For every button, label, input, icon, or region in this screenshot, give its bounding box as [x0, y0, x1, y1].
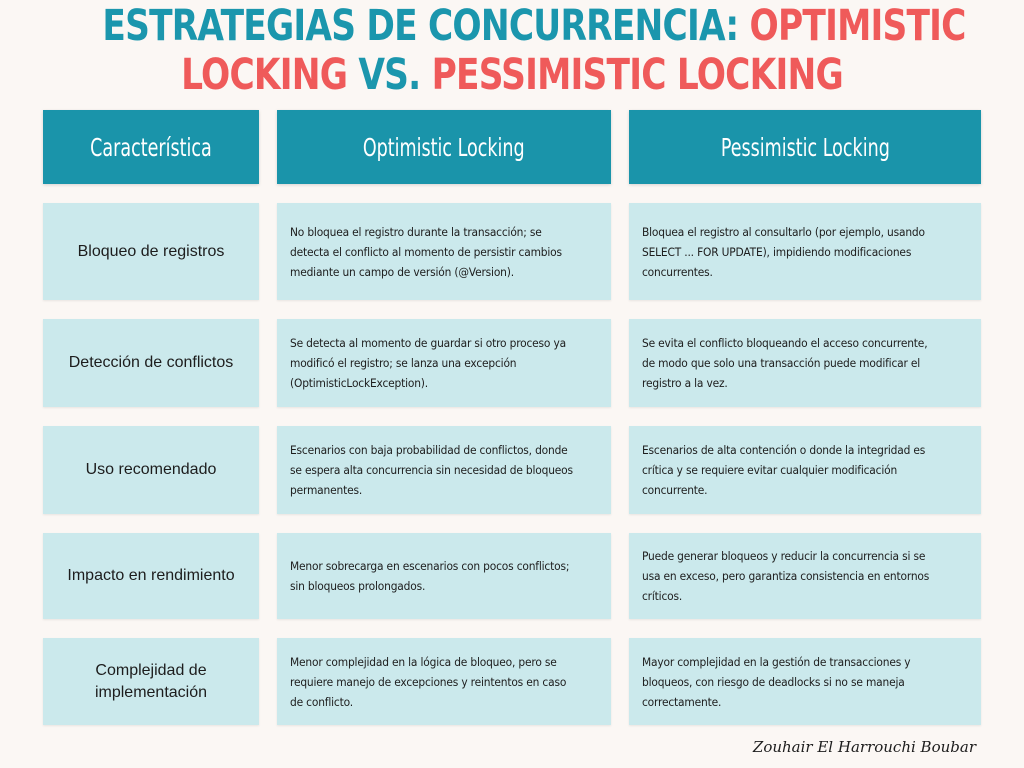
pessimistic-cell: [629, 638, 981, 725]
pessimistic-text: Bloquea el registro al consultarlo (por ejemplo, usando SELECT ... FOR UPDATE), impidiendo modificaciones concurrentes.: [642, 224, 925, 279]
author-signature: Zouhair El Harrouchi Boubar: [752, 738, 976, 756]
pessimistic-cell: [629, 319, 981, 407]
optimistic-text: Menor complejidad en la lógica de bloqueo, pero se requiere manejo de excepciones y reintentos en caso de conflicto.: [290, 654, 567, 709]
feature-cell: [43, 319, 259, 407]
optimistic-cell: [277, 638, 611, 725]
header-optimistic-label: Optimistic Locking: [363, 132, 525, 162]
pessimistic-text: Mayor complejidad en la gestión de transacciones y bloqueos, con riesgo de deadlocks si no se maneja correctamente.: [642, 654, 911, 709]
optimistic-text: Escenarios con baja probabilidad de conflictos, donde se espera alta concurrencia sin necesidad de bloqueos permanentes.: [290, 443, 573, 497]
page-title: [102, 1, 966, 100]
feature-label: Detección de conflictos: [68, 354, 234, 371]
feature-label: Uso recomendado: [85, 461, 217, 478]
title-part-vs: VS.: [347, 50, 432, 100]
header-feature-label: Característica: [90, 132, 212, 162]
title-part-locking: LOCKING: [181, 50, 348, 100]
feature-label: Bloqueo de registros: [77, 242, 225, 260]
title-part-optimistic: OPTIMISTIC: [749, 1, 966, 51]
pessimistic-text: Se evita el conflicto bloqueando el acceso concurrente, de modo que solo una transacción puede modificar el registro a la vez.: [642, 336, 928, 390]
optimistic-text: Menor sobrecarga en escenarios con pocos conflictos; sin bloqueos prolongados.: [290, 559, 570, 593]
pessimistic-text: Escenarios de alta contención o donde la integridad es crítica y se requiere evitar cualquier modificación concurrente.: [642, 443, 926, 497]
feature-cell: [43, 533, 259, 619]
optimistic-text: Se detecta al momento de guardar si otro proceso ya modificó el registro; se lanza una excepción (OptimisticLockException).: [290, 336, 566, 390]
optimistic-cell: [277, 203, 611, 300]
feature-label: Impacto en rendimiento: [67, 567, 235, 584]
feature-cell: [43, 426, 259, 514]
header-optimistic: [277, 110, 611, 184]
optimistic-cell: [277, 533, 611, 619]
optimistic-text: No bloquea el registro durante la transacción; se detecta el conflicto al momento de persistir cambios mediante un campo de versión (@Version).: [290, 224, 562, 279]
feature-cell: [43, 638, 259, 725]
title-line-1: [102, 1, 966, 51]
header-pessimistic: [629, 110, 981, 184]
header-feature: [43, 110, 259, 184]
feature-label: Complejidad de implementación: [94, 661, 208, 701]
title-line-2: [102, 51, 921, 100]
feature-cell: [43, 203, 259, 300]
title-part-pessimistic: PESSIMISTIC LOCKING: [431, 50, 843, 100]
pessimistic-cell: [629, 426, 981, 514]
pessimistic-cell: [629, 533, 981, 619]
pessimistic-cell: [629, 203, 981, 300]
optimistic-cell: [277, 319, 611, 407]
pessimistic-text: Puede generar bloqueos y reducir la concurrencia si se usa en exceso, pero garantiza consistencia en entornos críticos.: [642, 549, 930, 603]
optimistic-cell: [277, 426, 611, 514]
header-pessimistic-label: Pessimistic Locking: [720, 132, 890, 162]
title-part-strategies: ESTRATEGIAS DE CONCURRENCIA:: [102, 1, 750, 51]
